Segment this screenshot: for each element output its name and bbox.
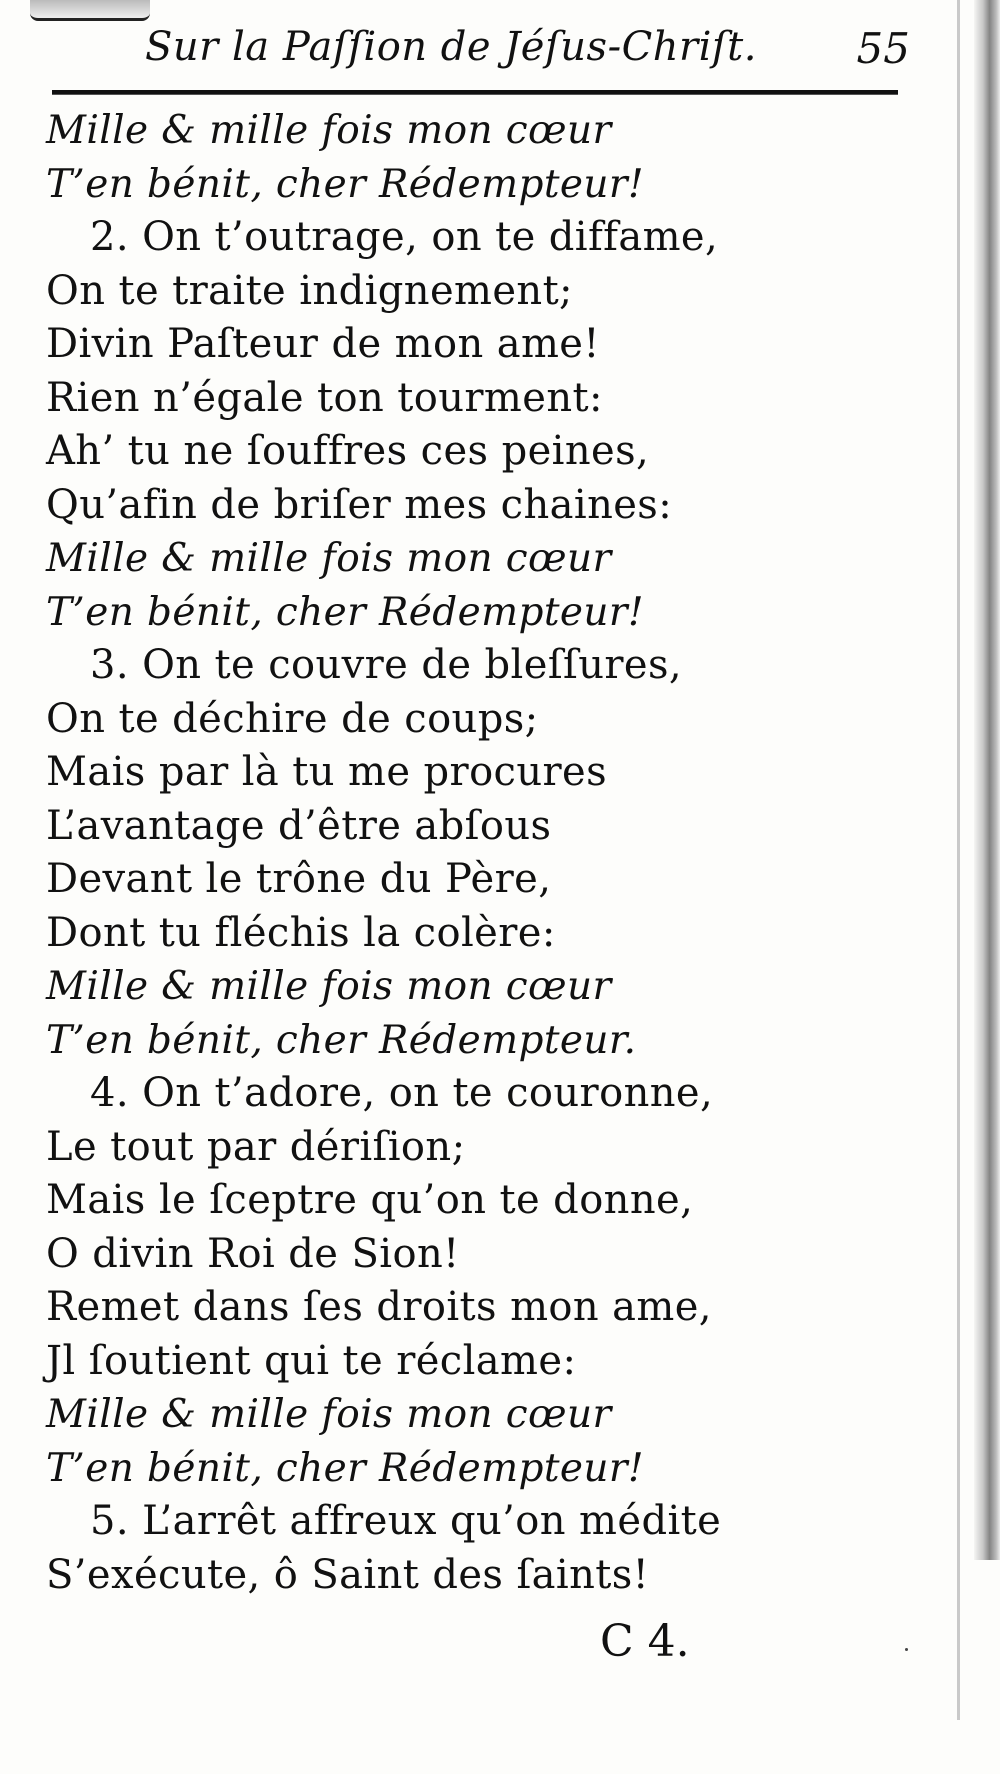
text-line: 2. On t’outrage, on te diffame, — [90, 214, 719, 260]
text-line: On te déchire de coups; — [46, 695, 539, 742]
text-line: Mais le ſceptre qu’on te donne, — [46, 1177, 694, 1223]
page-number: 55 — [856, 24, 910, 73]
text-line: Ah’ tu ne ſouffres ces peines, — [46, 428, 650, 474]
running-title: Sur la Paſſion de Jéſus-Chriſt. — [145, 24, 757, 70]
text-line: T’en bénit, cher Rédempteur! — [46, 161, 645, 207]
text-line: L’avantage d’être abſous — [46, 802, 552, 849]
text-line: Mille & mille fois mon cœur — [46, 964, 612, 1009]
text-line: T’en bénit, cher Rédempteur! — [46, 589, 645, 635]
text-line: Mille & mille fois mon cœur — [46, 108, 612, 153]
running-head — [60, 18, 910, 88]
text-line: S’exécute, ô Saint des ſaints! — [46, 1551, 650, 1598]
text-line: 3. On te couvre de bleſſures, — [90, 642, 683, 688]
text-line: Mille & mille fois mon cœur — [46, 1392, 612, 1437]
text-line: T’en bénit, cher Rédempteur. — [46, 1017, 637, 1063]
text-line: Mais par là tu me procures — [46, 749, 608, 795]
header-rule — [52, 90, 898, 95]
text-line: 4. On t’adore, on te couronne, — [90, 1070, 714, 1116]
text-line: T’en bénit, cher Rédempteur! — [46, 1445, 645, 1491]
ink-speck — [905, 1648, 908, 1651]
text-line: 5. L’arrêt affreux qu’on médite — [90, 1498, 722, 1544]
signature-mark: C 4. — [600, 1616, 690, 1667]
text-line: O divin Roi de Sion! — [46, 1230, 460, 1277]
text-line: Devant le trône du Père, — [46, 856, 552, 902]
hymn-text — [46, 104, 916, 1602]
text-line: Rien n’égale ton tourment: — [46, 374, 603, 421]
text-line: Mille & mille fois mon cœur — [46, 536, 612, 581]
text-line: Dont tu fléchis la colère: — [46, 909, 556, 956]
text-line: Le tout par dériſion; — [46, 1123, 466, 1170]
text-line: Qu’afin de briſer mes chaines: — [46, 481, 673, 528]
text-line: Remet dans ſes droits mon ame, — [46, 1284, 712, 1330]
text-line: Divin Paſteur de mon ame! — [46, 321, 600, 367]
binding-edge — [974, 0, 1000, 1560]
text-line: On te traite indignement; — [46, 267, 573, 314]
page-fold-line — [957, 0, 960, 1720]
text-line: Jl ſoutient qui te réclame: — [46, 1337, 577, 1384]
